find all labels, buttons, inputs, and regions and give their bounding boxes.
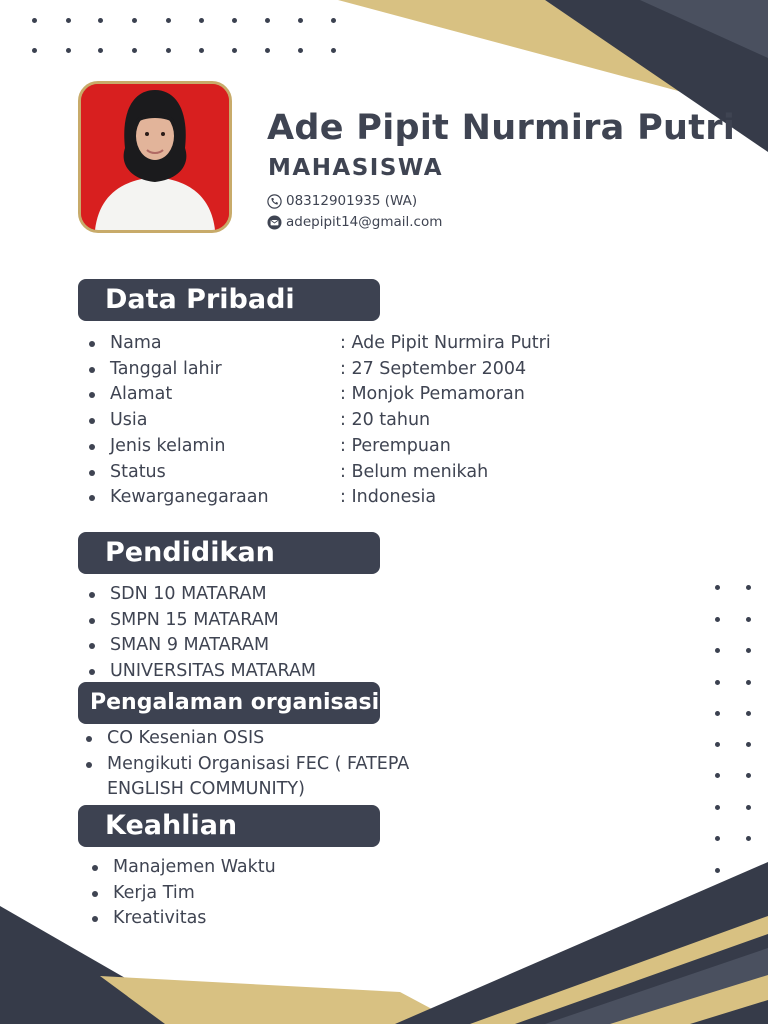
personal-row-citizenship: Kewarganegaraan : Indonesia bbox=[78, 485, 269, 511]
email-icon bbox=[267, 215, 282, 230]
heading-organization: Pengalaman organisasi bbox=[78, 682, 380, 724]
personal-row-status: Status : Belum menikah bbox=[78, 460, 269, 486]
education-item: SDN 10 MATARAM bbox=[78, 582, 316, 608]
education-item: UNIVERSITAS MATARAM bbox=[78, 659, 316, 685]
contact-phone bbox=[267, 193, 417, 209]
skill-item: Kerja Tim bbox=[81, 881, 276, 907]
phone-icon bbox=[267, 194, 282, 209]
profile-photo bbox=[78, 81, 232, 233]
phone-number: 08312901935 (WA) bbox=[286, 193, 418, 209]
profile-name: Ade Pipit Nurmira Putri bbox=[267, 108, 736, 148]
skills-list bbox=[81, 855, 276, 932]
personal-data-list bbox=[78, 331, 551, 511]
portrait-illustration bbox=[81, 84, 229, 230]
organization-item: Mengikuti Organisasi FEC ( FATEPA bbox=[75, 752, 409, 778]
personal-row-age: Usia : 20 tahun bbox=[78, 408, 269, 434]
contact-email bbox=[267, 214, 442, 230]
profile-role: MAHASISWA bbox=[268, 155, 444, 181]
education-item: SMAN 9 MATARAM bbox=[78, 633, 316, 659]
personal-row-birthdate: Tanggal lahir : 27 September 2004 bbox=[78, 357, 269, 383]
email-address: adepipit14@gmail.com bbox=[286, 214, 443, 230]
personal-row-name: Nama : Ade Pipit Nurmira Putri bbox=[78, 331, 269, 357]
personal-row-address: Alamat : Monjok Pemamoran bbox=[78, 382, 269, 408]
heading-education: Pendidikan bbox=[78, 532, 380, 574]
organization-list bbox=[75, 726, 409, 803]
education-item: SMPN 15 MATARAM bbox=[78, 608, 316, 634]
skill-item: Kreativitas bbox=[81, 906, 276, 932]
skill-item: Manajemen Waktu bbox=[81, 855, 276, 881]
organization-item-continued: ENGLISH COMMUNITY) bbox=[107, 779, 305, 800]
heading-skills: Keahlian bbox=[78, 805, 380, 847]
education-list bbox=[78, 582, 316, 685]
personal-row-gender: Jenis kelamin : Perempuan bbox=[78, 434, 269, 460]
organization-item: CO Kesenian OSIS bbox=[75, 726, 409, 752]
heading-personal-data: Data Pribadi bbox=[78, 279, 380, 321]
